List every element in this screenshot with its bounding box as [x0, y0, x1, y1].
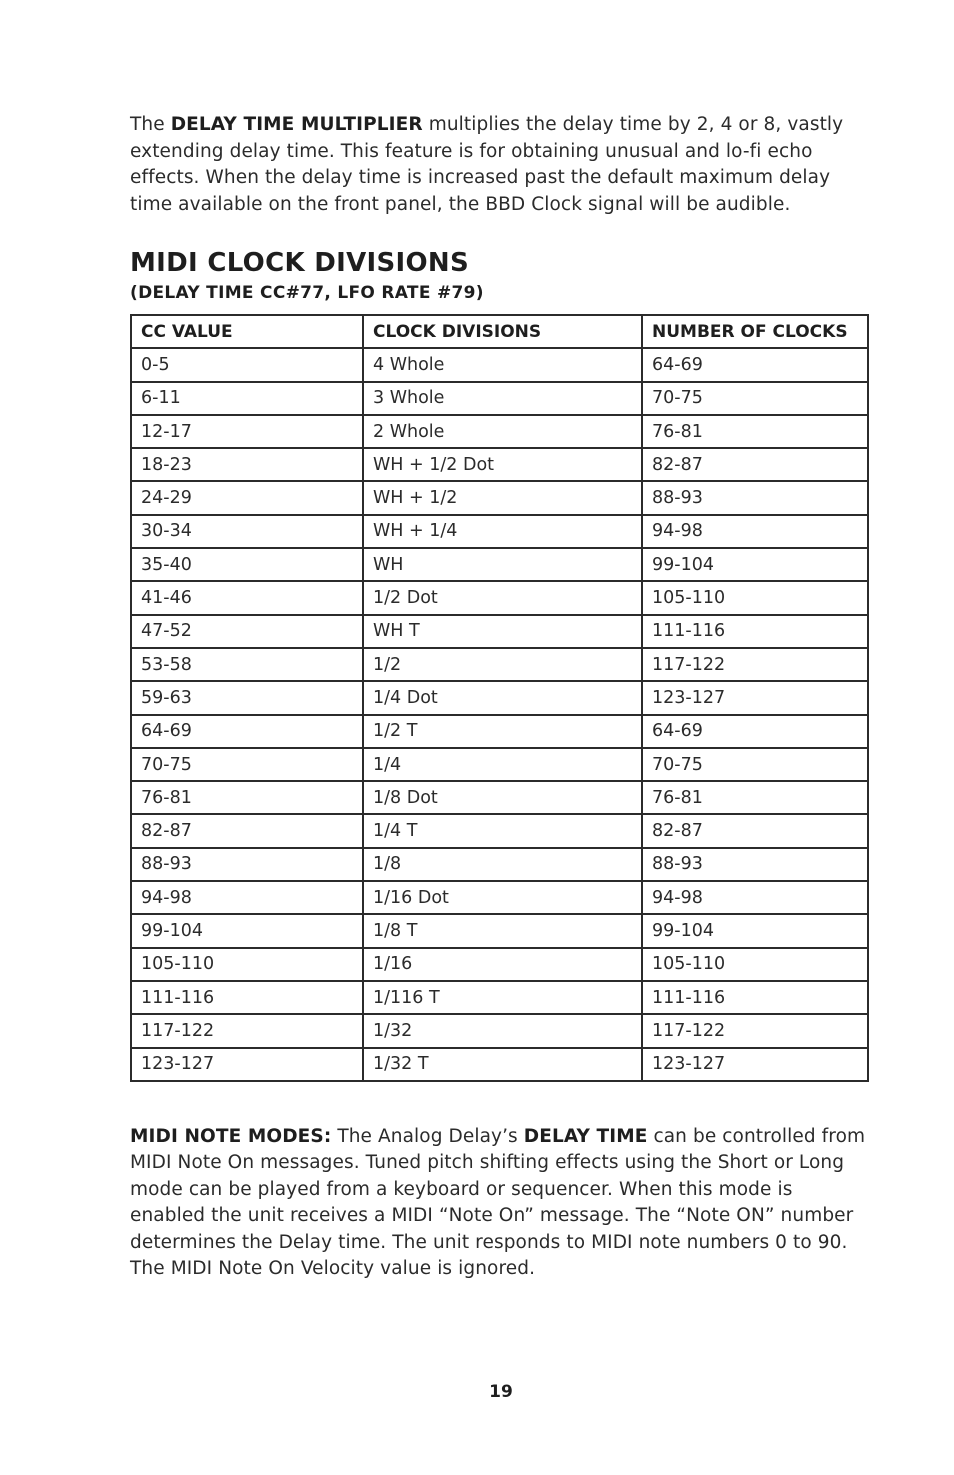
number-of-clocks-cell: 76-81	[642, 415, 868, 448]
table-row	[131, 748, 868, 781]
page-content	[130, 112, 870, 1283]
table-row	[131, 914, 868, 947]
clock-division-cell: 1/32	[363, 1014, 642, 1047]
table-row	[131, 881, 868, 914]
clock-division-cell: 1/32 T	[363, 1048, 642, 1081]
clock-division-cell: 1/116 T	[363, 981, 642, 1014]
cc-value-cell: 59-63	[131, 681, 363, 714]
cc-value-cell: 53-58	[131, 648, 363, 681]
cc-value-cell: 82-87	[131, 814, 363, 847]
number-of-clocks-cell: 123-127	[642, 1048, 868, 1081]
note-modes-label: MIDI NOTE MODES:	[130, 1125, 332, 1147]
table-row	[131, 581, 868, 614]
number-of-clocks-cell: 70-75	[642, 748, 868, 781]
number-of-clocks-cell: 88-93	[642, 481, 868, 514]
number-of-clocks-cell: 82-87	[642, 814, 868, 847]
clock-division-cell: 1/4 Dot	[363, 681, 642, 714]
table-row	[131, 448, 868, 481]
table-row	[131, 981, 868, 1014]
cc-value-cell: 6-11	[131, 382, 363, 415]
table-row	[131, 515, 868, 548]
clock-division-cell: 3 Whole	[363, 382, 642, 415]
number-of-clocks-cell: 94-98	[642, 515, 868, 548]
column-header-cc-value: CC VALUE	[131, 315, 363, 348]
number-of-clocks-cell: 111-116	[642, 615, 868, 648]
section-title: MIDI CLOCK DIVISIONS	[130, 248, 469, 278]
table-row	[131, 814, 868, 847]
table-row	[131, 848, 868, 881]
page-number: 19	[489, 1382, 513, 1402]
number-of-clocks-cell: 88-93	[642, 848, 868, 881]
cc-value-cell: 70-75	[131, 748, 363, 781]
cc-value-cell: 88-93	[131, 848, 363, 881]
note-modes-bold-term: DELAY TIME	[523, 1125, 648, 1147]
clock-division-cell: 1/4 T	[363, 814, 642, 847]
table-row	[131, 382, 868, 415]
number-of-clocks-cell: 64-69	[642, 348, 868, 381]
number-of-clocks-cell: 117-122	[642, 648, 868, 681]
clock-division-cell: WH + 1/2	[363, 481, 642, 514]
clock-division-cell: 1/2 Dot	[363, 581, 642, 614]
intro-paragraph	[130, 112, 870, 218]
number-of-clocks-cell: 105-110	[642, 581, 868, 614]
table-row	[131, 415, 868, 448]
cc-value-cell: 111-116	[131, 981, 363, 1014]
clock-division-cell: WH + 1/4	[363, 515, 642, 548]
table-row	[131, 1048, 868, 1081]
cc-value-cell: 0-5	[131, 348, 363, 381]
table-row	[131, 948, 868, 981]
clock-division-cell: 1/2	[363, 648, 642, 681]
table-row	[131, 348, 868, 381]
cc-value-cell: 117-122	[131, 1014, 363, 1047]
number-of-clocks-cell: 70-75	[642, 382, 868, 415]
column-header-clock-divisions: CLOCK DIVISIONS	[363, 315, 642, 348]
column-header-number-of-clocks: NUMBER OF CLOCKS	[642, 315, 868, 348]
number-of-clocks-cell: 117-122	[642, 1014, 868, 1047]
cc-value-cell: 64-69	[131, 715, 363, 748]
number-of-clocks-cell: 99-104	[642, 914, 868, 947]
clock-division-cell: 4 Whole	[363, 348, 642, 381]
clock-division-cell: 1/8 T	[363, 914, 642, 947]
cc-value-cell: 12-17	[131, 415, 363, 448]
table-row	[131, 615, 868, 648]
table-body	[131, 348, 868, 1081]
clock-division-cell: WH + 1/2 Dot	[363, 448, 642, 481]
cc-value-cell: 123-127	[131, 1048, 363, 1081]
intro-bold-term: DELAY TIME MULTIPLIER	[170, 114, 423, 135]
clock-division-cell: 1/8	[363, 848, 642, 881]
table-row	[131, 1014, 868, 1047]
cc-value-cell: 24-29	[131, 481, 363, 514]
clock-division-cell: 1/16	[363, 948, 642, 981]
clock-division-cell: 1/16 Dot	[363, 881, 642, 914]
number-of-clocks-cell: 64-69	[642, 715, 868, 748]
cc-value-cell: 35-40	[131, 548, 363, 581]
cc-value-cell: 18-23	[131, 448, 363, 481]
number-of-clocks-cell: 111-116	[642, 981, 868, 1014]
number-of-clocks-cell: 99-104	[642, 548, 868, 581]
cc-value-cell: 105-110	[131, 948, 363, 981]
table-row	[131, 715, 868, 748]
table-row	[131, 481, 868, 514]
number-of-clocks-cell: 82-87	[642, 448, 868, 481]
section-subtitle: (DELAY TIME CC#77, LFO RATE #79)	[130, 283, 484, 303]
clock-divisions-table	[130, 314, 869, 1082]
clock-division-cell: WH	[363, 548, 642, 581]
intro-text-start: The	[130, 114, 171, 135]
clock-division-cell: 1/8 Dot	[363, 781, 642, 814]
cc-value-cell: 47-52	[131, 615, 363, 648]
number-of-clocks-cell: 94-98	[642, 881, 868, 914]
note-modes-text-start: The Analog Delay’s	[331, 1125, 524, 1147]
number-of-clocks-cell: 76-81	[642, 781, 868, 814]
note-modes-paragraph	[130, 1124, 870, 1283]
table-row	[131, 548, 868, 581]
clock-division-cell: 1/2 T	[363, 715, 642, 748]
cc-value-cell: 41-46	[131, 581, 363, 614]
table-row	[131, 648, 868, 681]
intro-text-rest: multiplies the delay time by 2, 4 or 8, vastly extending delay time. This feature is for obtaining unusual and lo-fi echo effects. When the delay time is increased past the default maximum delay time available on the front panel, the BBD Clock signal will be audible.	[130, 114, 844, 215]
number-of-clocks-cell: 105-110	[642, 948, 868, 981]
clock-division-cell: 1/4	[363, 748, 642, 781]
table-row	[131, 681, 868, 714]
table-row	[131, 781, 868, 814]
note-modes-text-rest: can be controlled from MIDI Note On messages. Tuned pitch shifting effects using the Short or Long mode can be played from a keyboard or sequencer. When this mode is enabled the unit receives a MIDI “Note On” message. The “Note ON” number determines the Delay time. The unit responds to MIDI note numbers 0 to 90. The MIDI Note On Velocity value is ignored.	[130, 1125, 866, 1280]
number-of-clocks-cell: 123-127	[642, 681, 868, 714]
table-header-row	[131, 315, 868, 348]
clock-division-cell: WH T	[363, 615, 642, 648]
cc-value-cell: 94-98	[131, 881, 363, 914]
cc-value-cell: 99-104	[131, 914, 363, 947]
clock-division-cell: 2 Whole	[363, 415, 642, 448]
cc-value-cell: 30-34	[131, 515, 363, 548]
cc-value-cell: 76-81	[131, 781, 363, 814]
